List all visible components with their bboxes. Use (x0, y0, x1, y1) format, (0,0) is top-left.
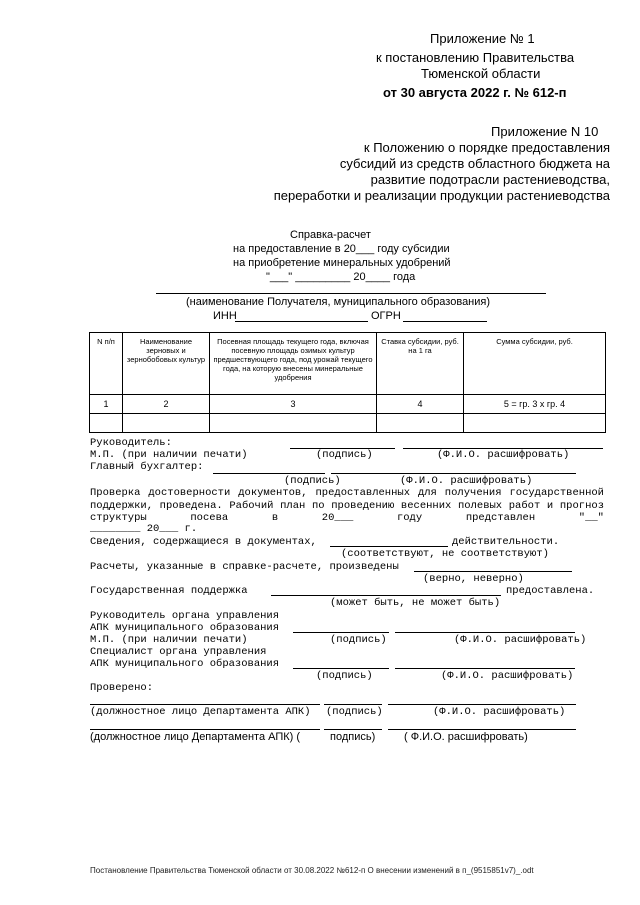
support-line (271, 595, 501, 596)
accountant-sign-line (213, 473, 325, 474)
appendix10-title: Приложение N 10 (491, 124, 599, 139)
head-fio-caption: (Ф.И.О. расшифровать) (437, 449, 570, 461)
dept-sign-line1 (324, 704, 382, 705)
dept-sign-caption2: подпись) (330, 731, 376, 743)
support-label: Государственная поддержка (90, 585, 248, 597)
appendix10-line5: переработки и реализации продукции растениеводства (273, 188, 610, 203)
dept-fio-line1 (388, 704, 576, 705)
table-header-cell: Ставка субсидии, руб. на 1 га (377, 333, 464, 395)
table-header-cell: Сумма субсидии, руб. (464, 333, 606, 395)
table-cell: 4 (377, 395, 464, 414)
table-header-cell: Наименование зерновых и зернобобовых культур (123, 333, 210, 395)
table-cell: 3 (210, 395, 377, 414)
head-sign-caption: (подпись) (316, 449, 373, 461)
specialist-label: Специалист органа управления (90, 646, 267, 658)
dept-caption2: (должностное лицо Департамента АПК) ( (90, 731, 301, 743)
accountant-sign-caption: (подпись) (284, 475, 341, 487)
dept-caption1: (должностное лицо Департамента АПК) (90, 706, 311, 718)
table-row (90, 395, 606, 414)
table-cell (90, 414, 123, 433)
calc-label: Расчеты, указанные в справке-расчете, произведены (90, 561, 399, 573)
ogrn-line (403, 321, 487, 322)
calc-caption: (верно, неверно) (423, 573, 524, 585)
table-cell (210, 414, 377, 433)
appendix10-line4: развитие подотрасли растениеводства, (370, 172, 610, 187)
head-label: Руководитель: (90, 437, 172, 449)
dept-fio-caption2: ( Ф.И.О. расшифровать) (404, 731, 528, 743)
subsidy-table (89, 332, 606, 433)
table-header-row (90, 333, 606, 395)
dept-line1 (90, 704, 320, 705)
doc-title-line2: на предоставление в 20___ году субсидии (233, 243, 450, 255)
manager-fio-line (395, 632, 575, 633)
accountant-fio-caption: (Ф.И.О. расшифровать) (400, 475, 533, 487)
recipient-line (156, 293, 546, 294)
appendix1-subtitle: к постановлению Правительства (376, 50, 575, 65)
table-cell: 1 (90, 395, 123, 414)
recipient-caption: (наименование Получателя, муниципального образования) (186, 296, 491, 308)
mp-label: М.П. (при наличии печати) (90, 449, 248, 461)
table-cell: 2 (123, 395, 210, 414)
doc-title-line3: на приобретение минеральных удобрений (233, 257, 451, 269)
specialist-fio-caption: (Ф.И.О. расшифровать) (441, 670, 574, 682)
specialist-sign-line (293, 668, 389, 669)
doc-title-date: "___" _________ 20____ года (266, 271, 416, 283)
table-row (90, 414, 606, 433)
manager-fio-caption: (Ф.И.О. расшифровать) (454, 634, 587, 646)
info-label: Сведения, содержащиеся в документах, (90, 536, 317, 548)
table-cell (377, 414, 464, 433)
dept-fio-caption1: (Ф.И.О. расшифровать) (433, 706, 566, 718)
verification-date: ________ 20___ г. (90, 523, 198, 535)
table-cell (464, 414, 606, 433)
verification-paragraph: Проверка достоверности документов, предоставленных для получения государственной поддержки, проведена. Рабочий план по проведению весенних полевых работ и прогноз структуры посева в 20___ году представлен "__" (90, 487, 604, 524)
footer-text: Постановление Правительства Тюменской области от 30.08.2022 №612-п О внесении изменений в п_(9515851v7)_.odt (90, 866, 534, 875)
calc-line (414, 571, 572, 572)
doc-title: Справка-расчет (290, 229, 371, 241)
table-cell (123, 414, 210, 433)
appendix10-line2: к Положению о порядке предоставления (363, 140, 610, 155)
accountant-label: Главный бухгалтер: (90, 461, 204, 473)
support-end: предоставлена. (506, 585, 595, 597)
appendix1-date: от 30 августа 2022 г. № 612-п (383, 85, 567, 100)
appendix1-title: Приложение № 1 (430, 31, 535, 46)
table-cell: 5 = гр. 3 x гр. 4 (464, 395, 606, 414)
info-caption: (соответствуют, не соответствуют) (341, 548, 549, 560)
appendix1-region: Тюменской области (421, 66, 541, 81)
specialist-fio-line (395, 668, 575, 669)
manager-sign-line (293, 632, 389, 633)
manager-label: Руководитель органа управления (90, 610, 280, 622)
dept-line2 (90, 729, 320, 730)
checked-label: Проверено: (90, 682, 154, 694)
dept-fio-line2 (388, 729, 576, 730)
dept-sign-caption1: (подпись) (326, 706, 383, 718)
accountant-fio-line (331, 473, 576, 474)
appendix10-line3: субсидий из средств областного бюджета на (339, 156, 610, 171)
dept-sign-line2 (324, 729, 382, 730)
manager-sign-caption: (подпись) (330, 634, 387, 646)
info-end: действительности. (452, 536, 560, 548)
table-header-cell: N п/п (90, 333, 123, 395)
support-caption: (может быть, не может быть) (330, 597, 501, 609)
manager-mp: М.П. (при наличии печати) (90, 634, 248, 646)
manager-label2: АПК муниципального образования (90, 622, 280, 634)
specialist-sign-caption: (подпись) (316, 670, 373, 682)
info-line (330, 546, 448, 547)
inn-line (235, 321, 368, 322)
table-header-cell: Посевная площадь текущего года, включая посевную площадь озимых культур предшествующего года, под урожай текущего года, на которую внесены минеральные удобрения (210, 333, 377, 395)
specialist-label2: АПК муниципального образования (90, 658, 280, 670)
inn-label: ИНН (213, 310, 237, 322)
ogrn-label: ОГРН (371, 310, 401, 322)
